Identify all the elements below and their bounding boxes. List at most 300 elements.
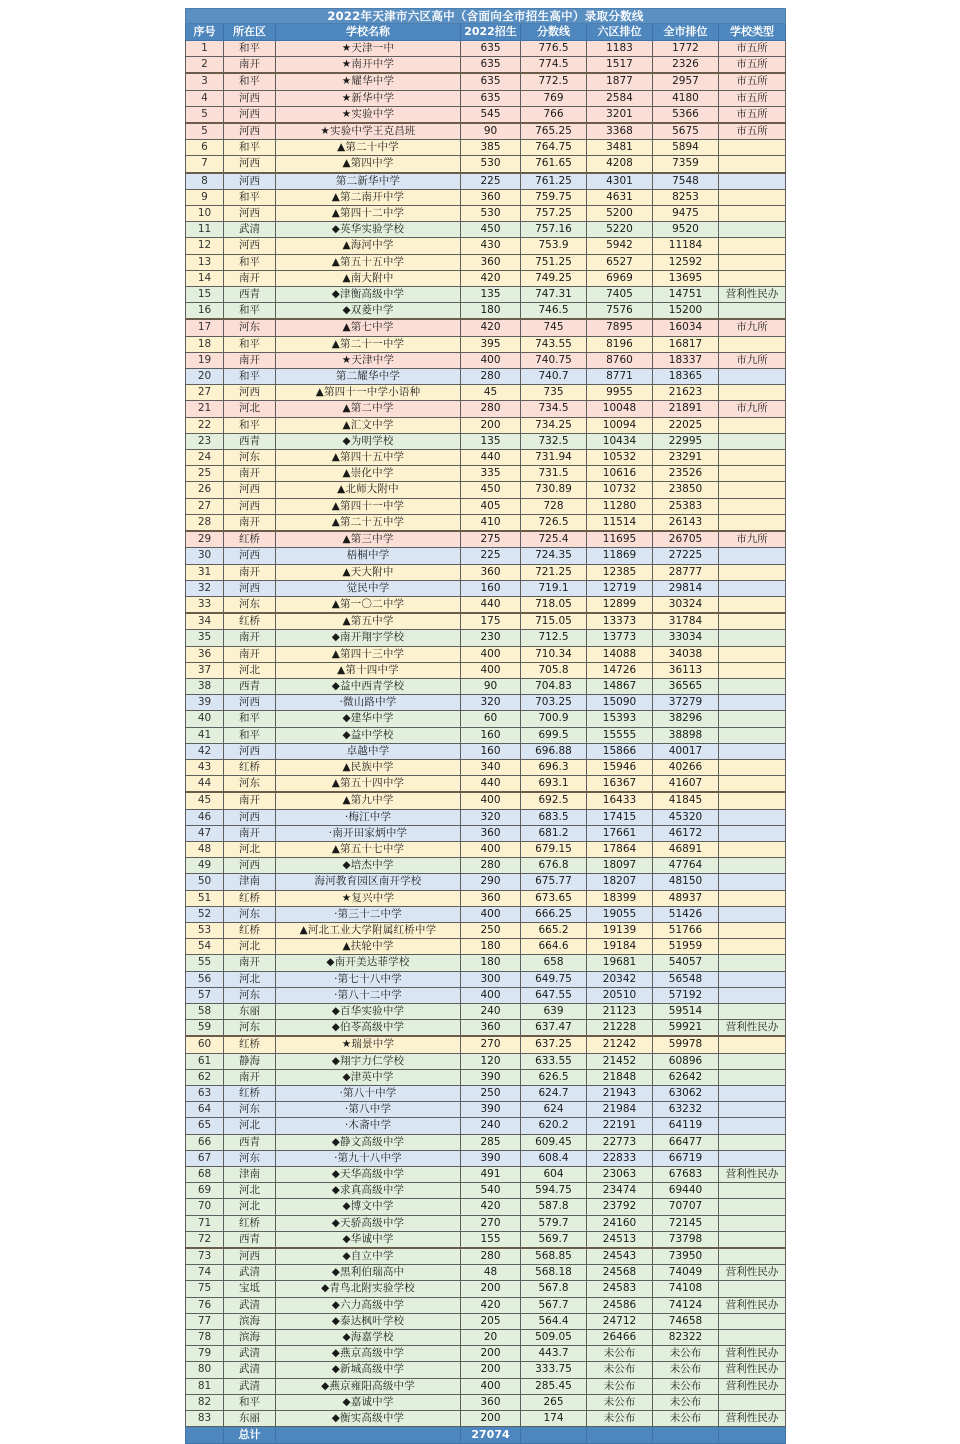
- table-row[interactable]: [186, 336, 786, 352]
- row-citywide-rank: 66477: [653, 1134, 719, 1150]
- row-school-name: ▲第三中学: [276, 531, 461, 548]
- row-plan-2022: 90: [461, 123, 521, 140]
- row-plan-2022: 360: [461, 564, 521, 580]
- row-citywide-rank: 5675: [653, 123, 719, 140]
- table-row[interactable]: [186, 106, 786, 123]
- table-row[interactable]: [186, 711, 786, 727]
- row-school-name: ◆培杰中学: [276, 858, 461, 874]
- row-six-district-rank: 10532: [587, 450, 653, 466]
- row-plan-2022: 360: [461, 254, 521, 270]
- row-index: 78: [186, 1330, 224, 1346]
- table-row[interactable]: [186, 417, 786, 433]
- row-district: 河东: [224, 906, 276, 922]
- row-plan-2022: 635: [461, 90, 521, 106]
- row-district: 西青: [224, 678, 276, 694]
- row-six-district-rank: 24513: [587, 1231, 653, 1248]
- row-score-line: 735: [521, 385, 587, 401]
- table-row[interactable]: [186, 1265, 786, 1281]
- row-plan-2022: 360: [461, 825, 521, 841]
- table-footer: [186, 1427, 786, 1444]
- row-district: 河西: [224, 743, 276, 759]
- table-row[interactable]: [186, 1134, 786, 1150]
- row-district: 静海: [224, 1053, 276, 1069]
- row-citywide-rank: 2957: [653, 73, 719, 90]
- table-row[interactable]: [186, 238, 786, 254]
- row-score-line: 728: [521, 498, 587, 514]
- row-six-district-rank: 19055: [587, 906, 653, 922]
- row-district: 河北: [224, 1199, 276, 1215]
- row-district: 河西: [224, 498, 276, 514]
- column-header-school-name[interactable]: 学校名称: [276, 24, 461, 41]
- row-citywide-rank: 45320: [653, 809, 719, 825]
- row-school-type: [719, 206, 786, 222]
- row-school-name: ▲南大附中: [276, 270, 461, 286]
- table-row[interactable]: [186, 369, 786, 385]
- row-school-type: [719, 776, 786, 793]
- column-header-district[interactable]: 所在区: [224, 24, 276, 41]
- row-six-district-rank: 20342: [587, 971, 653, 987]
- row-school-name: ◆青鸟北附实验学校: [276, 1281, 461, 1297]
- row-score-line: 579.7: [521, 1215, 587, 1231]
- table-row[interactable]: [186, 514, 786, 531]
- table-row[interactable]: [186, 1297, 786, 1313]
- row-index: 28: [186, 514, 224, 531]
- row-index: 15: [186, 287, 224, 303]
- table-row[interactable]: [186, 646, 786, 662]
- column-header-citywide-rank[interactable]: 全市排位: [653, 24, 719, 41]
- table-row[interactable]: [186, 1118, 786, 1134]
- row-score-line: 569.7: [521, 1231, 587, 1248]
- row-school-name: ◆益中学校: [276, 727, 461, 743]
- row-district: 南开: [224, 57, 276, 74]
- table-row[interactable]: [186, 1003, 786, 1019]
- table-row[interactable]: [186, 1020, 786, 1037]
- row-citywide-rank: 40017: [653, 743, 719, 759]
- table-row[interactable]: [186, 1167, 786, 1183]
- row-citywide-rank: 51766: [653, 922, 719, 938]
- table-row[interactable]: [186, 1231, 786, 1248]
- row-six-district-rank: 未公布: [587, 1346, 653, 1362]
- row-school-type: 市九所: [719, 531, 786, 548]
- table-header: [186, 9, 786, 41]
- table-row[interactable]: [186, 922, 786, 938]
- table-row[interactable]: [186, 1199, 786, 1215]
- row-citywide-rank: 13695: [653, 270, 719, 286]
- row-score-line: 730.89: [521, 482, 587, 498]
- row-citywide-rank: 60896: [653, 1053, 719, 1069]
- table-row[interactable]: [186, 743, 786, 759]
- table-row[interactable]: [186, 270, 786, 286]
- row-plan-2022: 530: [461, 206, 521, 222]
- row-plan-2022: 450: [461, 222, 521, 238]
- row-index: 46: [186, 809, 224, 825]
- row-six-district-rank: 21242: [587, 1036, 653, 1053]
- table-row[interactable]: [186, 1362, 786, 1378]
- table-row[interactable]: [186, 1394, 786, 1410]
- row-school-name: ▲第五十五中学: [276, 254, 461, 270]
- table-row[interactable]: [186, 662, 786, 678]
- row-plan-2022: 420: [461, 319, 521, 336]
- table-row[interactable]: [186, 971, 786, 987]
- row-index: 73: [186, 1248, 224, 1265]
- row-plan-2022: 200: [461, 1346, 521, 1362]
- table-row[interactable]: [186, 401, 786, 417]
- table-row[interactable]: [186, 206, 786, 222]
- row-plan-2022: 270: [461, 1215, 521, 1231]
- table-row[interactable]: [186, 759, 786, 775]
- row-school-type: [719, 987, 786, 1003]
- row-index: 22: [186, 417, 224, 433]
- table-row[interactable]: [186, 319, 786, 336]
- row-school-name: ★瑞景中学: [276, 1036, 461, 1053]
- row-six-district-rank: 23063: [587, 1167, 653, 1183]
- row-plan-2022: 390: [461, 1102, 521, 1118]
- row-school-name: 海河教育园区南开学校: [276, 874, 461, 890]
- table-row[interactable]: [186, 1215, 786, 1231]
- row-score-line: 725.4: [521, 531, 587, 548]
- row-school-name: 卓越中学: [276, 743, 461, 759]
- table-row[interactable]: [186, 498, 786, 514]
- table-row[interactable]: [186, 57, 786, 74]
- table-row[interactable]: [186, 90, 786, 106]
- row-score-line: 772.5: [521, 73, 587, 90]
- row-plan-2022: 20: [461, 1330, 521, 1346]
- table-row[interactable]: [186, 450, 786, 466]
- row-index: 37: [186, 662, 224, 678]
- table-row[interactable]: [186, 1069, 786, 1085]
- row-district: 河西: [224, 482, 276, 498]
- row-school-name: ·第七十八中学: [276, 971, 461, 987]
- row-plan-2022: 225: [461, 173, 521, 190]
- table-row[interactable]: [186, 987, 786, 1003]
- row-six-district-rank: 10094: [587, 417, 653, 433]
- row-district: 西青: [224, 433, 276, 449]
- row-citywide-rank: 74124: [653, 1297, 719, 1313]
- row-school-type: [719, 955, 786, 971]
- row-district: 河北: [224, 1118, 276, 1134]
- row-index: 4: [186, 90, 224, 106]
- row-school-name: ·第八十二中学: [276, 987, 461, 1003]
- row-index: 9: [186, 189, 224, 205]
- row-plan-2022: 45: [461, 385, 521, 401]
- column-header-six-district-rank[interactable]: 六区排位: [587, 24, 653, 41]
- row-citywide-rank: 未公布: [653, 1411, 719, 1427]
- row-school-type: [719, 1102, 786, 1118]
- table-row[interactable]: [186, 1346, 786, 1362]
- table-row[interactable]: [186, 385, 786, 401]
- row-score-line: 174: [521, 1411, 587, 1427]
- column-header-plan-2022[interactable]: 2022招生: [461, 24, 521, 41]
- table-row[interactable]: [186, 564, 786, 580]
- row-district: 红桥: [224, 759, 276, 775]
- row-district: 河西: [224, 106, 276, 123]
- row-citywide-rank: 48150: [653, 874, 719, 890]
- row-index: 5: [186, 123, 224, 140]
- row-school-name: ▲海河中学: [276, 238, 461, 254]
- row-school-type: [719, 711, 786, 727]
- table-row[interactable]: [186, 254, 786, 270]
- row-school-name: ◆双菱中学: [276, 303, 461, 320]
- table-row[interactable]: [186, 287, 786, 303]
- table-row[interactable]: [186, 630, 786, 646]
- table-row[interactable]: [186, 596, 786, 613]
- row-six-district-rank: 未公布: [587, 1362, 653, 1378]
- row-index: 77: [186, 1313, 224, 1329]
- row-school-type: [719, 514, 786, 531]
- row-district: 河西: [224, 580, 276, 596]
- row-index: 5: [186, 106, 224, 123]
- row-district: 南开: [224, 352, 276, 368]
- row-school-type: [719, 874, 786, 890]
- row-six-district-rank: 21228: [587, 1020, 653, 1037]
- row-school-name: ·第八十中学: [276, 1086, 461, 1102]
- column-header-index[interactable]: 序号: [186, 24, 224, 41]
- table-row[interactable]: [186, 1378, 786, 1394]
- row-six-district-rank: 26466: [587, 1330, 653, 1346]
- row-six-district-rank: 未公布: [587, 1394, 653, 1410]
- row-citywide-rank: 22995: [653, 433, 719, 449]
- table-row[interactable]: [186, 1248, 786, 1265]
- row-index: 63: [186, 1086, 224, 1102]
- table-row[interactable]: [186, 352, 786, 368]
- table-row[interactable]: [186, 1330, 786, 1346]
- row-index: 42: [186, 743, 224, 759]
- row-index: 71: [186, 1215, 224, 1231]
- row-school-name: ◆伯苓高级中学: [276, 1020, 461, 1037]
- table-row[interactable]: [186, 825, 786, 841]
- row-six-district-rank: 7895: [587, 319, 653, 336]
- row-score-line: 757.25: [521, 206, 587, 222]
- row-six-district-rank: 18399: [587, 890, 653, 906]
- row-citywide-rank: 7548: [653, 173, 719, 190]
- row-six-district-rank: 2584: [587, 90, 653, 106]
- row-plan-2022: 90: [461, 678, 521, 694]
- table-row[interactable]: [186, 433, 786, 449]
- row-school-type: [719, 695, 786, 711]
- row-score-line: 649.75: [521, 971, 587, 987]
- table-row[interactable]: [186, 41, 786, 57]
- row-score-line: 724.35: [521, 548, 587, 564]
- table-row[interactable]: [186, 792, 786, 809]
- table-row[interactable]: [186, 580, 786, 596]
- row-score-line: 658: [521, 955, 587, 971]
- row-citywide-rank: 67683: [653, 1167, 719, 1183]
- row-plan-2022: 400: [461, 987, 521, 1003]
- row-district: 和平: [224, 727, 276, 743]
- row-index: 40: [186, 711, 224, 727]
- row-school-type: [719, 1281, 786, 1297]
- table-row[interactable]: [186, 906, 786, 922]
- table-row[interactable]: [186, 123, 786, 140]
- row-six-district-rank: 21123: [587, 1003, 653, 1019]
- row-school-type: [719, 189, 786, 205]
- row-six-district-rank: 14726: [587, 662, 653, 678]
- row-school-name: ◆嘉诚中学: [276, 1394, 461, 1410]
- table-row[interactable]: [186, 776, 786, 793]
- table-row[interactable]: [186, 955, 786, 971]
- row-school-type: [719, 385, 786, 401]
- row-school-name: ·微山路中学: [276, 695, 461, 711]
- table-row[interactable]: [186, 874, 786, 890]
- row-district: 西青: [224, 1134, 276, 1150]
- row-index: 44: [186, 776, 224, 793]
- column-header-score-line[interactable]: 分数线: [521, 24, 587, 41]
- column-header-row: [186, 24, 786, 41]
- row-six-district-rank: 12719: [587, 580, 653, 596]
- row-school-type: [719, 1086, 786, 1102]
- row-school-name: ◆衡实高级中学: [276, 1411, 461, 1427]
- row-score-line: 620.2: [521, 1118, 587, 1134]
- table-row[interactable]: [186, 1086, 786, 1102]
- table-row[interactable]: [186, 1053, 786, 1069]
- row-score-line: 734.5: [521, 401, 587, 417]
- row-school-name: 第二新华中学: [276, 173, 461, 190]
- row-six-district-rank: 1877: [587, 73, 653, 90]
- table-row[interactable]: [186, 73, 786, 90]
- row-plan-2022: 135: [461, 433, 521, 449]
- row-school-name: ◆新城高级中学: [276, 1362, 461, 1378]
- row-score-line: 676.8: [521, 858, 587, 874]
- row-district: 滨海: [224, 1330, 276, 1346]
- row-index: 53: [186, 922, 224, 938]
- row-citywide-rank: 34038: [653, 646, 719, 662]
- table-row[interactable]: [186, 695, 786, 711]
- row-citywide-rank: 51959: [653, 939, 719, 955]
- row-district: 河东: [224, 319, 276, 336]
- row-school-name: ▲第二中学: [276, 401, 461, 417]
- row-school-type: [719, 580, 786, 596]
- row-score-line: 665.2: [521, 922, 587, 938]
- row-index: 34: [186, 613, 224, 630]
- table-row[interactable]: [186, 841, 786, 857]
- row-score-line: 731.94: [521, 450, 587, 466]
- row-plan-2022: 440: [461, 596, 521, 613]
- row-six-district-rank: 14088: [587, 646, 653, 662]
- row-school-name: ◆燕京雍阳高级中学: [276, 1378, 461, 1394]
- table-row[interactable]: [186, 140, 786, 156]
- row-school-type: 市五所: [719, 57, 786, 74]
- row-school-type: [719, 336, 786, 352]
- table-row[interactable]: [186, 189, 786, 205]
- row-district: 武清: [224, 1362, 276, 1378]
- row-school-type: [719, 630, 786, 646]
- row-citywide-rank: 63232: [653, 1102, 719, 1118]
- table-row[interactable]: [186, 466, 786, 482]
- row-index: 41: [186, 727, 224, 743]
- row-citywide-rank: 5366: [653, 106, 719, 123]
- row-school-name: ·第八中学: [276, 1102, 461, 1118]
- row-index: 39: [186, 695, 224, 711]
- row-school-name: ·第九十八中学: [276, 1150, 461, 1166]
- row-plan-2022: 280: [461, 401, 521, 417]
- row-score-line: 666.25: [521, 906, 587, 922]
- row-district: 和平: [224, 41, 276, 57]
- row-score-line: 568.85: [521, 1248, 587, 1265]
- table-row[interactable]: [186, 809, 786, 825]
- row-six-district-rank: 10732: [587, 482, 653, 498]
- row-six-district-rank: 23792: [587, 1199, 653, 1215]
- row-index: 59: [186, 1020, 224, 1037]
- row-six-district-rank: 21943: [587, 1086, 653, 1102]
- row-index: 65: [186, 1118, 224, 1134]
- row-plan-2022: 60: [461, 711, 521, 727]
- row-index: 52: [186, 906, 224, 922]
- table-row[interactable]: [186, 727, 786, 743]
- row-index: 32: [186, 580, 224, 596]
- row-index: 10: [186, 206, 224, 222]
- row-plan-2022: 400: [461, 352, 521, 368]
- total-spacer-name: [276, 1427, 461, 1444]
- table-row[interactable]: [186, 1281, 786, 1297]
- row-district: 红桥: [224, 1215, 276, 1231]
- row-index: 14: [186, 270, 224, 286]
- row-district: 南开: [224, 955, 276, 971]
- row-school-type: [719, 678, 786, 694]
- table-row[interactable]: [186, 1411, 786, 1427]
- row-index: 54: [186, 939, 224, 955]
- row-citywide-rank: 18365: [653, 369, 719, 385]
- table-row[interactable]: [186, 890, 786, 906]
- table-row[interactable]: [186, 1102, 786, 1118]
- row-school-name: ◆海嘉学校: [276, 1330, 461, 1346]
- table-row[interactable]: [186, 1313, 786, 1329]
- table-row[interactable]: [186, 1036, 786, 1053]
- row-school-type: 营利性民办: [719, 1346, 786, 1362]
- row-score-line: 679.15: [521, 841, 587, 857]
- row-index: 56: [186, 971, 224, 987]
- row-district: 南开: [224, 646, 276, 662]
- column-header-school-type[interactable]: 学校类型: [719, 24, 786, 41]
- row-six-district-rank: 24583: [587, 1281, 653, 1297]
- row-school-name: ★实验中学: [276, 106, 461, 123]
- row-school-type: [719, 1394, 786, 1410]
- row-district: 西青: [224, 1231, 276, 1248]
- row-school-type: 营利性民办: [719, 1167, 786, 1183]
- row-plan-2022: 635: [461, 57, 521, 74]
- table-row[interactable]: [186, 303, 786, 320]
- row-plan-2022: 410: [461, 514, 521, 531]
- row-six-district-rank: 11280: [587, 498, 653, 514]
- row-score-line: 696.88: [521, 743, 587, 759]
- row-plan-2022: 320: [461, 809, 521, 825]
- table-row[interactable]: [186, 1150, 786, 1166]
- table-row[interactable]: [186, 222, 786, 238]
- row-plan-2022: 360: [461, 890, 521, 906]
- table-row[interactable]: [186, 613, 786, 630]
- row-six-district-rank: 22773: [587, 1134, 653, 1150]
- table-row[interactable]: [186, 531, 786, 548]
- row-score-line: 726.5: [521, 514, 587, 531]
- row-citywide-rank: 31784: [653, 613, 719, 630]
- table-row[interactable]: [186, 156, 786, 173]
- row-district: 红桥: [224, 1036, 276, 1053]
- table-row[interactable]: [186, 939, 786, 955]
- table-row[interactable]: [186, 173, 786, 190]
- row-six-district-rank: 5220: [587, 222, 653, 238]
- row-school-type: [719, 498, 786, 514]
- table-row[interactable]: [186, 548, 786, 564]
- row-six-district-rank: 11514: [587, 514, 653, 531]
- table-row[interactable]: [186, 858, 786, 874]
- row-district: 河西: [224, 809, 276, 825]
- table-row[interactable]: [186, 482, 786, 498]
- row-school-type: 营利性民办: [719, 1362, 786, 1378]
- table-row[interactable]: [186, 678, 786, 694]
- row-index: 11: [186, 222, 224, 238]
- table-row[interactable]: [186, 1183, 786, 1199]
- row-index: 66: [186, 1134, 224, 1150]
- row-school-name: ▲第二十一中学: [276, 336, 461, 352]
